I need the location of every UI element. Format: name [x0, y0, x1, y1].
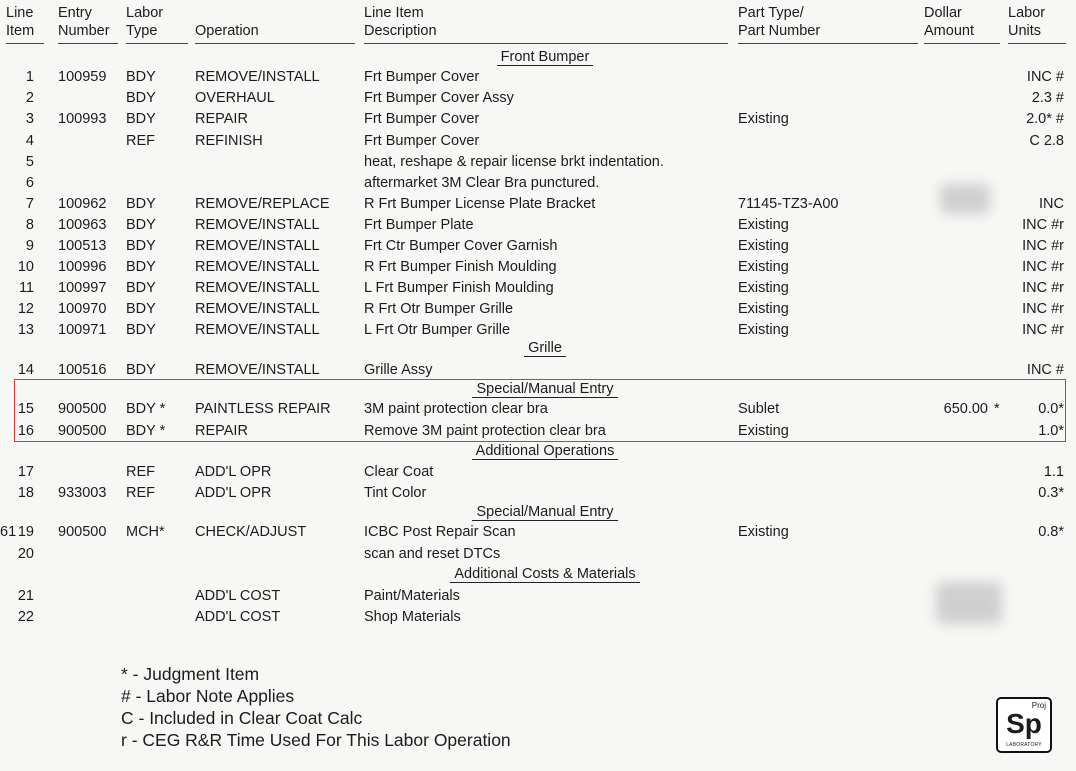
cell-operation: REMOVE/INSTALL: [195, 69, 320, 85]
cell-operation: OVERHAUL: [195, 90, 275, 106]
table-row: [0, 320, 1076, 341]
cell-operation: REFINISH: [195, 133, 263, 149]
cell-labor: REF: [126, 464, 155, 480]
table-row: [0, 278, 1076, 299]
cell-labor: BDY: [126, 238, 156, 254]
cell-operation: REPAIR: [195, 423, 248, 439]
cell-labor: BDY: [126, 362, 156, 378]
legend-judgment: * - Judgment Item: [121, 664, 260, 684]
cell-units: INC #: [1026, 69, 1064, 85]
cell-description: Shop Materials: [364, 609, 461, 625]
section-additional-operations: Additional Operations: [360, 442, 730, 460]
table-row: [0, 360, 1076, 381]
redacted-amount: [940, 184, 990, 214]
cell-labor: BDY: [126, 217, 156, 233]
cell-operation: REMOVE/INSTALL: [195, 238, 320, 254]
table-row: [0, 586, 1076, 607]
cell-description: Clear Coat: [364, 464, 434, 480]
cell-description: Frt Bumper Plate: [364, 217, 474, 233]
cell-description: scan and reset DTCs: [364, 546, 501, 562]
cell-line: 14: [17, 362, 34, 378]
cell-description: 3M paint protection clear bra: [364, 401, 548, 417]
cell-entry: 100516: [58, 362, 107, 378]
header-rule: [364, 43, 728, 44]
cell-part: Existing: [738, 217, 789, 233]
cell-part: Existing: [738, 524, 789, 540]
header-operation: Operation: [195, 23, 259, 39]
cell-line: 13: [17, 322, 34, 338]
cell-units: 1.0*: [1038, 423, 1064, 439]
section-special-manual-entry: Special/Manual Entry: [360, 380, 730, 398]
cell-line: 2: [25, 90, 34, 106]
table-row: [0, 462, 1076, 483]
cell-units: INC #r: [1022, 280, 1064, 296]
cell-operation: REMOVE/INSTALL: [195, 322, 320, 338]
cell-description: R Frt Bumper Finish Moulding: [364, 259, 557, 275]
table-row: [0, 236, 1076, 257]
table-row: [0, 483, 1076, 504]
cell-part: Existing: [738, 423, 789, 439]
cell-line: 5: [25, 154, 34, 170]
cell-line: 18: [17, 485, 34, 501]
table-row: [0, 88, 1076, 109]
cell-units: 0.8*: [1038, 524, 1064, 540]
cell-entry: 100971: [58, 322, 107, 338]
cell-description: ICBC Post Repair Scan: [364, 524, 516, 540]
cell-operation: REMOVE/INSTALL: [195, 362, 320, 378]
cell-units: INC #r: [1022, 322, 1064, 338]
cell-part: Existing: [738, 301, 789, 317]
cell-entry: 100993: [58, 111, 107, 127]
cell-labor: BDY: [126, 322, 156, 338]
cell-line: 17: [17, 464, 34, 480]
header-rule: [126, 43, 188, 44]
cell-units: INC: [1039, 196, 1064, 212]
table-row: [0, 421, 1076, 442]
cell-units: 0.0*: [1038, 401, 1064, 417]
cell-labor: REF: [126, 485, 155, 501]
header-rule: [924, 43, 1000, 44]
table-row: [0, 109, 1076, 130]
cell-description: Frt Bumper Cover: [364, 133, 480, 149]
table-row: [0, 544, 1076, 565]
cell-entry: 100959: [58, 69, 107, 85]
cell-part: Existing: [738, 111, 789, 127]
cell-entry: 100963: [58, 217, 107, 233]
cell-labor: BDY: [126, 69, 156, 85]
header-entry-number: Entry Number: [58, 5, 110, 39]
sp-laboratory-logo: [996, 697, 1052, 753]
cell-line: 22: [17, 609, 34, 625]
cell-units: INC #r: [1022, 238, 1064, 254]
cell-labor: BDY *: [126, 401, 166, 417]
cell-prefix: 61: [0, 524, 17, 540]
cell-labor: BDY: [126, 111, 156, 127]
cell-line: 12: [17, 301, 34, 317]
cell-units: C 2.8: [1029, 133, 1064, 149]
logo-mark-text: Sp: [1006, 708, 1042, 739]
table-row: [0, 299, 1076, 320]
cell-description: R Frt Bumper License Plate Bracket: [364, 196, 596, 212]
cell-labor: BDY: [126, 196, 156, 212]
cell-entry: 100970: [58, 301, 107, 317]
cell-entry: 100513: [58, 238, 107, 254]
cell-operation: ADD'L COST: [195, 588, 281, 604]
header-units: Labor Units: [1008, 5, 1046, 39]
cell-description: Paint/Materials: [364, 588, 460, 604]
table-row: [0, 67, 1076, 88]
cell-labor: BDY: [126, 259, 156, 275]
header-description: Line Item Description: [364, 5, 437, 39]
cell-entry: 900500: [58, 423, 107, 439]
cell-line: 8: [25, 217, 34, 233]
cell-operation: ADD'L OPR: [195, 485, 272, 501]
cell-description: Frt Bumper Cover Assy: [364, 90, 514, 106]
cell-description: Frt Bumper Cover: [364, 69, 480, 85]
cell-line: 15: [17, 401, 34, 417]
cell-units: 0.3*: [1038, 485, 1064, 501]
cell-units: INC #: [1026, 362, 1064, 378]
cell-operation: REMOVE/INSTALL: [195, 280, 320, 296]
cell-labor: REF: [126, 133, 155, 149]
cell-description: L Frt Otr Bumper Grille: [364, 322, 511, 338]
logo-sub-text: LABORATORY: [1006, 742, 1042, 748]
cell-line: 20: [17, 546, 34, 562]
cell-entry: 900500: [58, 401, 107, 417]
legend-clear-coat: C - Included in Clear Coat Calc: [121, 708, 363, 728]
cell-labor: BDY: [126, 90, 156, 106]
section-front-bumper: Front Bumper: [360, 48, 730, 66]
cell-labor: BDY: [126, 280, 156, 296]
header-rule: [1008, 43, 1066, 44]
cell-operation: REMOVE/REPLACE: [195, 196, 330, 212]
cell-line: 11: [18, 280, 34, 296]
cell-operation: REMOVE/INSTALL: [195, 301, 320, 317]
cell-operation: REMOVE/INSTALL: [195, 217, 320, 233]
cell-line: 3: [25, 111, 34, 127]
cell-description: Frt Bumper Cover: [364, 111, 480, 127]
cell-units: 2.0* #: [1026, 111, 1064, 127]
table-row: [0, 522, 1076, 543]
cell-line: 4: [25, 133, 34, 149]
table-row: [0, 152, 1076, 173]
legend-labor-note: # - Labor Note Applies: [121, 686, 295, 706]
cell-line: 10: [17, 259, 34, 275]
cell-line: 7: [25, 196, 34, 212]
header-part: Part Type/ Part Number: [738, 5, 821, 39]
cell-part: Existing: [738, 238, 789, 254]
cell-units: 2.3 #: [1031, 90, 1064, 106]
cell-line: 16: [17, 423, 34, 439]
cell-labor: BDY *: [126, 423, 166, 439]
cell-labor: BDY: [126, 301, 156, 317]
cell-part: Existing: [738, 322, 789, 338]
section-grille: Grille: [360, 339, 730, 357]
cell-description: Tint Color: [364, 485, 427, 501]
logo-proj-text: Proj: [1031, 701, 1046, 710]
legend-ceg: r - CEG R&R Time Used For This Labor Operation: [121, 730, 511, 750]
header-rule: [6, 43, 44, 44]
header-rule: [195, 43, 355, 44]
table-row: [0, 399, 1076, 420]
cell-dollar: 650.00: [943, 401, 988, 417]
cell-description: Remove 3M paint protection clear bra: [364, 423, 606, 439]
cell-operation: CHECK/ADJUST: [195, 524, 307, 540]
redacted-amount: [936, 582, 1002, 624]
cell-line: 21: [17, 588, 34, 604]
table-row: [0, 173, 1076, 194]
cell-part: 71145-TZ3-A00: [738, 196, 839, 212]
cell-labor: MCH*: [126, 524, 165, 540]
cell-part: Existing: [738, 280, 789, 296]
cell-units: INC #r: [1022, 259, 1064, 275]
cell-line: 6: [25, 175, 34, 191]
header-rule: [738, 43, 918, 44]
cell-line: 9: [25, 238, 34, 254]
cell-line: 19: [17, 524, 34, 540]
cell-description: R Frt Otr Bumper Grille: [364, 301, 514, 317]
section-additional-costs: Additional Costs & Materials: [360, 565, 730, 583]
cell-units: INC #r: [1022, 301, 1064, 317]
cell-dmark: *: [994, 401, 1000, 417]
cell-entry: 100962: [58, 196, 107, 212]
header-dollar: Dollar Amount: [924, 5, 974, 39]
cell-entry: 100997: [58, 280, 107, 296]
cell-description: Frt Ctr Bumper Cover Garnish: [364, 238, 558, 254]
cell-part: Existing: [738, 259, 789, 275]
header-line-item: Line Item: [6, 5, 35, 39]
cell-entry: 100996: [58, 259, 107, 275]
table-row: [0, 257, 1076, 278]
cell-description: L Frt Bumper Finish Moulding: [364, 280, 554, 296]
table-row: [0, 215, 1076, 236]
cell-units: 1.1: [1043, 464, 1064, 480]
cell-line: 1: [25, 69, 34, 85]
cell-operation: REMOVE/INSTALL: [195, 259, 320, 275]
table-row: [0, 131, 1076, 152]
table-row: [0, 194, 1076, 215]
cell-entry: 900500: [58, 524, 107, 540]
section-special-manual-entry-2: Special/Manual Entry: [360, 503, 730, 521]
cell-description: aftermarket 3M Clear Bra punctured.: [364, 175, 600, 191]
cell-operation: REPAIR: [195, 111, 248, 127]
cell-description: Grille Assy: [364, 362, 433, 378]
cell-units: INC #r: [1022, 217, 1064, 233]
cell-description: heat, reshape & repair license brkt indentation.: [364, 154, 664, 170]
header-labor-type: Labor Type: [126, 5, 164, 39]
cell-operation: ADD'L OPR: [195, 464, 272, 480]
table-row: [0, 607, 1076, 628]
cell-entry: 933003: [58, 485, 107, 501]
cell-part: Sublet: [738, 401, 780, 417]
cell-operation: ADD'L COST: [195, 609, 281, 625]
cell-operation: PAINTLESS REPAIR: [195, 401, 331, 417]
header-rule: [58, 43, 118, 44]
